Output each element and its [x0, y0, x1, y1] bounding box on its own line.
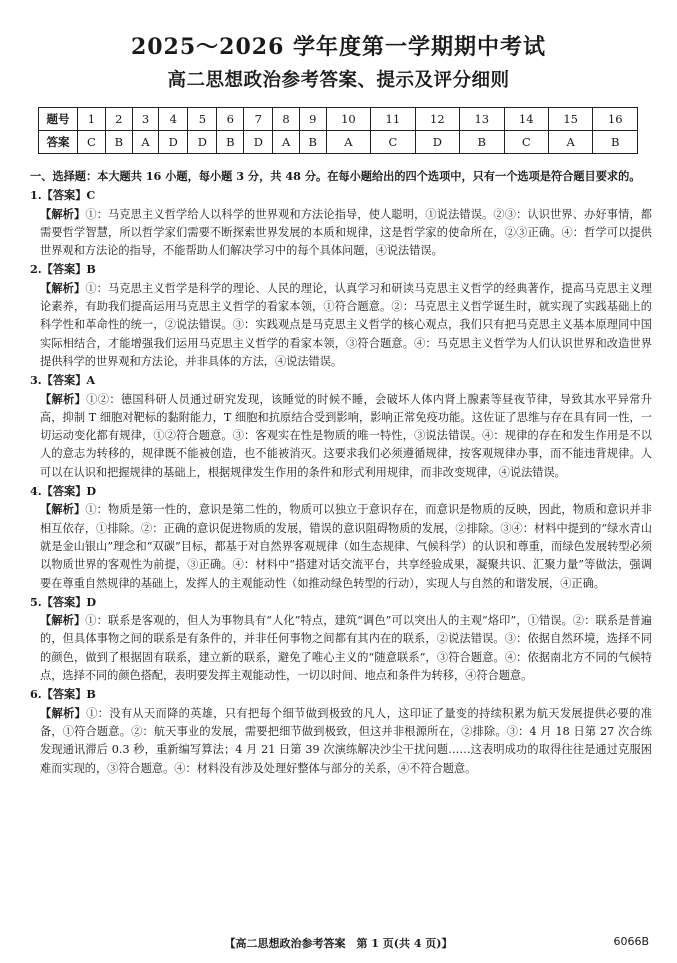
row-label-answer: 答案 [39, 131, 78, 154]
qnum-cell: 6 [217, 108, 244, 131]
question-answer-heading: 6.【答案】B [30, 687, 96, 702]
explanation-text: ①：马克思主义哲学给人以科学的世界观和方法论指导，使人聪明，①说法错误。②③：认识世界、办好事情，都需要哲学智慧，所以哲学家们需要不断探索世界发展的本质和规律，这是哲学家的使命所在，②③正确。④：哲学可以提供世界观和方法论的指导，不能帮助人们解决学习中的每个具体问题，④说法错误。 [40, 207, 652, 258]
answer-cell: B [593, 131, 638, 154]
qnum-cell: 10 [326, 108, 370, 131]
answer-cell: B [299, 131, 326, 154]
explanation-text: ①：联系是客观的，但人为事物具有“人化”特点，建筑“调色”可以突出人的主观“烙印”，①错误。②：联系是普遍的，但具体事物之间的联系是有条件的，并非任何事物之间都有其内在的联系，②说法错误。③：依据自然环境，选择不同的颜色，做到了根据固有联系，建立新的联系，避免了唯心主义的“随意联系”，③符合题意。④：依据南北方不同的气候特点，选择不同的颜色搭配，表明要发挥主观能动性，一切以时间、地点和条件为转移，④符合题意。 [40, 614, 652, 683]
qnum-cell: 14 [504, 108, 548, 131]
qnum-cell: 2 [105, 108, 132, 131]
qnum-cell: 15 [548, 108, 592, 131]
answer-cell: D [415, 131, 459, 154]
qnum-cell: 5 [188, 108, 217, 131]
document-code: 6066B [613, 935, 649, 948]
question-block [30, 593, 652, 685]
page-title: 2025～2026 学年度第一学期期中考试 [130, 34, 547, 60]
qnum-cell: 11 [371, 108, 415, 131]
answer-cell: D [159, 131, 188, 154]
explanation-tag: 【解析】 [40, 206, 86, 221]
question-answer-heading: 2.【答案】B [30, 262, 96, 277]
qnum-cell: 3 [132, 108, 158, 131]
answer-cell: A [132, 131, 158, 154]
question-answer-heading: 5.【答案】D [30, 594, 97, 609]
question-explanation [30, 704, 652, 778]
qnum-cell: 7 [244, 108, 273, 131]
question-answer-heading: 4.【答案】D [30, 484, 97, 499]
page-footer: 【高二思想政治参考答案 第 1 页(共 4 页)】 [224, 937, 453, 950]
qnum-cell: 12 [415, 108, 459, 131]
question-block [30, 260, 652, 371]
qnum-cell: 13 [460, 108, 504, 131]
question-explanation [30, 611, 652, 685]
answer-cell: B [105, 131, 132, 154]
question-answer-heading: 1.【答案】C [30, 188, 96, 203]
answer-cell: D [188, 131, 217, 154]
qnum-cell: 16 [593, 108, 638, 131]
row-label-number: 题号 [39, 108, 78, 131]
qnum-cell: 1 [78, 108, 106, 131]
question-block [30, 371, 652, 482]
explanation-text: ①②：德国科研人员通过研究发现，该睡觉的时候不睡，会破坏人体内肾上腺素等昼夜节律，导致其水平异常升高，抑制 T 细胞对靶标的黏附能力，T 细胞和抗原结合受到影响，影响正常免疫功能。这佐证了思维与存在具有同一性，一切运动变化都有规律，①②符合题意。③：客观实在性是物质的唯一特性，③说法错误。④：规律的存在和发生作用是不以人的意志为转移的，规律既不能被创造，也不能被消灭。这要求我们必须遵循规律，按客观规律办事，而不能违背规律。人可以在认识和把握规律的基础上，根据规律发生作用的条件和形式利用规律，而非改变规律，④说法错误。 [40, 392, 652, 479]
answer-row [39, 131, 638, 154]
answer-cell: A [273, 131, 299, 154]
answer-key-table [38, 107, 638, 154]
answer-cell: A [548, 131, 592, 154]
answer-cell: C [504, 131, 548, 154]
explanation-tag: 【解析】 [40, 280, 86, 295]
question-block [30, 186, 652, 260]
explanation-text: ①：没有从天而降的英雄，只有把每个细节做到极致的凡人，这印证了量变的持续积累为航天发展提供必要的准备，①符合题意。②：航天事业的发展，需要把细节做到极致，但这并非根源所在，②排除。③：4 月 18 日第 27 次合练发现通讯滞后 0.3 秒，重新编写算法；4 月 21 日第 39 次演练解决沙尘干扰问题……这表明成功的取得往往是通过克服困难而实现的，③符合题意。④：材料没有涉及处理好整体与部分的关系，④不符合题意。 [40, 706, 652, 775]
explanation-tag: 【解析】 [40, 391, 87, 406]
answer-cell: C [371, 131, 415, 154]
answer-cell: B [460, 131, 504, 154]
section-heading: 一、选择题：本大题共 16 小题，每小题 3 分，共 48 分。在每小题给出的四个选项中，只有一个选项是符合题目要求的。 [30, 169, 641, 183]
page-subtitle: 高二思想政治参考答案、提示及评分细则 [167, 70, 510, 91]
explanation-text: ①：物质是第一性的，意识是第二性的，物质可以独立于意识存在，而意识是物质的反映，因此，物质和意识并非相互依存，①排除。②：正确的意识促进物质的发展，错误的意识阻碍物质的发展，②排除。③④：材料中提到的“绿水青山就是金山银山”理念和“双碳”目标，都基于对自然界客观规律（如生态规律、气候科学）的认识和尊重，而绿色发展转型必须以物质世界的客观性为前提，③正确。④：材料中“搭建对话交流平台，共享经验成果，凝聚共识、汇聚力量”等做法，强调要在尊重自然规律的基础上，发挥人的主观能动性（如推动绿色转型的行动），实现人与自然的和谐发展，④正确。 [40, 503, 652, 590]
explanation-text: ①：马克思主义哲学是科学的理论、人民的理论，认真学习和研读马克思主义哲学的经典著作，提高马克思主义理论素养，有助我们提高运用马克思主义哲学的看家本领，①符合题意。②：马克思主义哲学诞生时，就实现了实践基础上的科学性和革命性的统一，②说法错误。③：实践观点是马克思主义哲学的核心观点，我们只有把马克思主义基本原理同中国实际相结合，才能增强我们运用马克思主义哲学的看家本领，③符合题意。④：马克思主义哲学为人们认识世界和改造世界提供科学的世界观和方法论，并非具体的方法，④说法错误。 [40, 281, 652, 368]
question-explanation [30, 279, 652, 371]
explanation-tag: 【解析】 [40, 502, 86, 517]
answer-cell: B [217, 131, 244, 154]
answer-content [30, 167, 652, 778]
question-explanation [30, 390, 652, 482]
qnum-cell: 4 [159, 108, 188, 131]
explanation-tag: 【解析】 [40, 613, 86, 628]
question-answer-heading: 3.【答案】A [30, 373, 96, 388]
answer-cell: D [244, 131, 273, 154]
question-explanation [30, 205, 652, 261]
question-block [30, 482, 652, 593]
qnum-cell: 8 [273, 108, 299, 131]
question-explanation [30, 500, 652, 592]
explanation-tag: 【解析】 [40, 705, 87, 720]
question-block [30, 685, 652, 777]
answer-cell: A [326, 131, 370, 154]
answer-cell: C [78, 131, 106, 154]
qnum-cell: 9 [299, 108, 326, 131]
question-number-row [39, 108, 638, 131]
